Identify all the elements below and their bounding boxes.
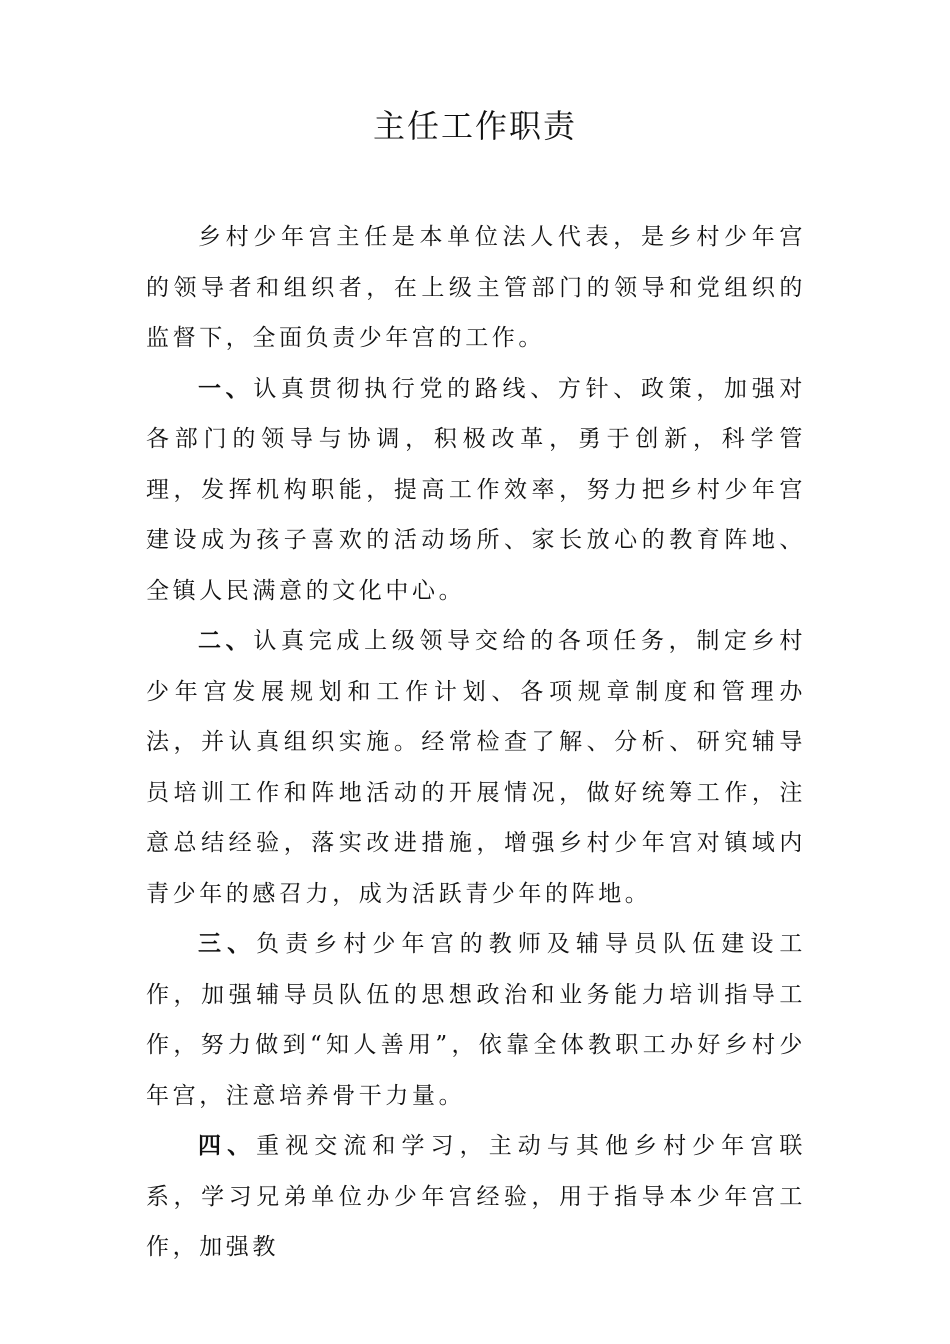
duty-item-2 [146,616,806,919]
duty-item-text: 认真贯彻执行党的路线、方针、政策，加强对各部门的领导与协调，积极改革，勇于创新，科学管理，发挥机构职能，提高工作效率，努力把乡村少年宫建设成为孩子喜欢的活动场所、家长放心的教育阵地、全镇人民满意的文化中心。 [146,375,807,604]
duty-item-number: 三、 [198,930,257,957]
duty-item-3 [146,919,806,1121]
duty-item-number: 四、 [198,1132,257,1159]
duty-item-number: 二、 [198,627,254,654]
intro-paragraph: 乡村少年宫主任是本单位法人代表，是乡村少年宫的领导者和组织者，在上级主管部门的领导和党组织的监督下，全面负责少年宫的工作。 [146,224,806,351]
duty-item-text: 负责乡村少年宫的教师及辅导员队伍建设工作，加强辅导员队伍的思想政治和业务能力培训指导工作，努力做到“知人善用”，依靠全体教职工办好乡村少年宫，注意培养骨干力量。 [146,931,806,1109]
duty-item-text: 认真完成上级领导交给的各项任务，制定乡村少年宫发展规划和工作计划、各项规章制度和管理办法，并认真组织实施。经常检查了解、分析、研究辅导员培训工作和阵地活动的开展情况，做好统筹工作，注意总结经验，落实改进措施，增强乡村少年宫对镇域内青少年的感召力，成为活跃青少年的阵地。 [146,628,807,907]
duty-item-4 [146,1121,806,1273]
duty-item-1 [146,364,806,617]
duty-item-text: 重视交流和学习，主动与其他乡村少年宫联系，学习兄弟单位办少年宫经验，用于指导本少年宫工作，加强教 [146,1133,806,1260]
document-body [146,212,806,1273]
page-title: 主任工作职责 [372,107,577,145]
duty-item-number: 一、 [198,374,254,402]
